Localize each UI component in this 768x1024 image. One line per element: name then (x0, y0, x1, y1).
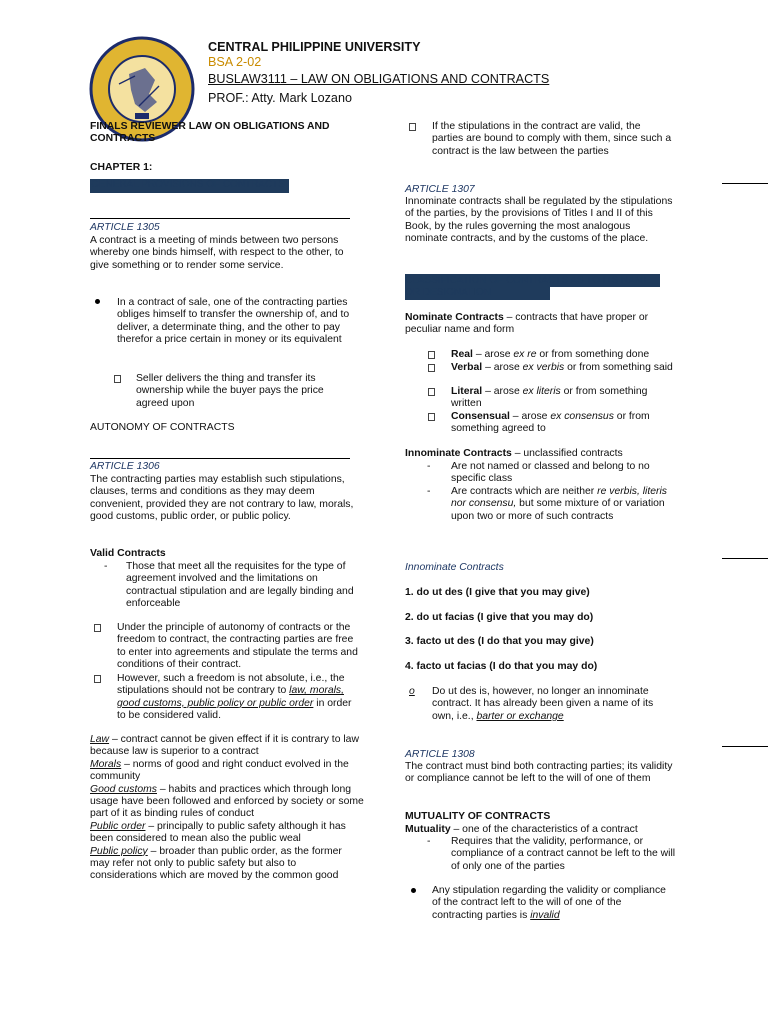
checkbox-bullet-icon (114, 375, 121, 383)
section-code: BSA 2-02 (208, 55, 262, 69)
innominate-contracts-definition: Innominate Contracts – unclassified contracts (405, 448, 623, 459)
definitions-block (90, 734, 364, 883)
definition-morals: Morals – norms of good and right conduct evolved in the community (90, 758, 349, 783)
chapter-heading-highlight (90, 179, 289, 193)
section-rule (90, 218, 350, 219)
stipulations-valid-bullet: If the stipulations in the contract are valid, the parties are bound to comply with them, since such a contract is the law between the parties (432, 121, 672, 157)
article-1308-heading: ARTICLE 1308 (405, 749, 475, 760)
autonomy-heading: AUTONOMY OF CONTRACTS (90, 422, 235, 433)
course-title: BUSLAW3111 – LAW ON OBLIGATIONS AND CONTRACTS (208, 72, 550, 86)
professor-name: PROF.: Atty. Mark Lozano (208, 91, 352, 105)
contract-of-sale-bullet: In a contract of sale, one of the contracting parties obliges himself to transfer the ownership of, and to deliver, a determinate thing, and the other to pay therefor a price certain in money or its equivalent (117, 297, 350, 346)
margin-line (722, 558, 768, 559)
definition-good-customs: Good customs – habits and practices which through long usage have been followed and enforced by society or some part of it as binding rules of conduct (90, 783, 364, 820)
mutuality-definition: Mutuality – one of the characteristics of a contract (405, 824, 638, 835)
verbal-contract-item: Verbal – arose ex verbis or from something said (451, 362, 673, 373)
article-1308-text: The contract must bind both contracting parties; its validity or compliance cannot be left to the will of one of them (405, 761, 673, 785)
bullet-icon (95, 299, 100, 304)
checkbox-bullet-icon (428, 388, 435, 396)
limitations-link-text: law, morals, good customs, public policy or public order (117, 685, 344, 709)
freedom-limit-bullet: However, such a freedom is not absolute, i.e., the stipulations should not be contrary to law, morals, good customs, public policy or public order in order to be considered valid. (117, 673, 352, 722)
valid-contracts-label: Valid Contracts (90, 548, 166, 559)
literal-contract-item: Literal – arose ex literis or from something written (451, 386, 648, 410)
article-1307-heading: ARTICLE 1307 (405, 184, 475, 195)
checkbox-bullet-icon (428, 413, 435, 421)
seller-sub-bullet: Seller delivers the thing and transfer its ownership while the buyer pays the price agreed upon (136, 373, 324, 409)
valid-contracts-definition: Those that meet all the requisites for the type of agreement involved and the limitations on contractual stipulation and are legally binding and enforceable (126, 561, 354, 610)
real-contract-item: Real – arose ex re or from something done (451, 349, 650, 360)
checkbox-bullet-icon (409, 123, 416, 131)
dash-marker: - (427, 461, 431, 472)
chapter-label: CHAPTER 1: (90, 162, 153, 173)
innominate-dash-2: Are contracts which are neither re verbis, literis nor consensu, but some mixture of or variation upon two or more of such contracts (451, 486, 667, 522)
innominate-item-2: 2. do ut facias (I give that you may do) (405, 612, 594, 623)
dash-marker: - (427, 486, 431, 497)
do-ut-des-note: Do ut des is, however, no longer an innominate contract. It has already been given a name of its own, i.e., barter or exchange (432, 686, 654, 722)
consensual-contract-item: Consensual – arose ex consensus or from something agreed to (451, 411, 650, 435)
autonomy-principle-bullet: Under the principle of autonomy of contracts or the freedom to contract, the contracting parties are free to enter into agreements and stipulate the terms and conditions of their contract. (117, 622, 358, 671)
classification-heading: CLASSIFICATION OF CONTRACTS AS TO ITS NAME OR DESIGNATION (405, 275, 651, 299)
article-1306-text: The contracting parties may establish such stipulations, clauses, terms and conditions as they may deem convenient, provided they are not contrary to law, morals, good customs, public order, or public policy. (90, 474, 354, 523)
article-1307-text: Innominate contracts shall be regulated by the stipulations of the parties, by the provisions of Titles I and II of this Book, by the rules governing the most analogous nominate contracts, and by the customs of the place. (405, 196, 673, 245)
section-rule (90, 458, 350, 459)
dash-marker: - (104, 561, 108, 572)
invalid-stipulation-bullet: Any stipulation regarding the validity or compliance of the contract left to the will of one of the contracting parties is invalid (432, 885, 666, 921)
university-name: CENTRAL PHILIPPINE UNIVERSITY (208, 40, 421, 54)
definition-law: Law – contract cannot be given effect if it is contrary to law because law is superior to a contract (90, 734, 359, 758)
dash-marker: - (427, 836, 431, 847)
definition-public-policy: Public policy – broader than public order, as the former may refer not only to public safety but also to considerations which are moved by the common good (90, 845, 342, 882)
innominate-contracts-heading: Innominate Contracts (405, 562, 504, 573)
chapter-heading: GENERAL PROVISIONS OF CONTRACTS (91, 179, 286, 190)
definition-public-order: Public order – principally to public safety although it has been considered to mean also the public weal (90, 820, 346, 845)
nominate-contracts-definition: Nominate Contracts – contracts that have proper or peculiar name and form (405, 312, 649, 336)
checkbox-bullet-icon (428, 351, 435, 359)
bullet-icon (411, 888, 416, 893)
mutuality-heading: MUTUALITY OF CONTRACTS (405, 811, 551, 822)
article-1306-heading: ARTICLE 1306 (90, 461, 160, 472)
article-1305-heading: ARTICLE 1305 (90, 222, 160, 233)
margin-line (722, 183, 768, 184)
checkbox-bullet-icon (94, 624, 101, 632)
margin-line (722, 746, 768, 747)
checkbox-bullet-icon (94, 675, 101, 683)
innominate-item-3: 3. facto ut des (I do that you may give) (405, 636, 594, 647)
innominate-item-1: 1. do ut des (I give that you may give) (405, 587, 590, 598)
o-bullet-marker: o (409, 686, 415, 697)
checkbox-bullet-icon (428, 364, 435, 372)
innominate-item-4: 4. facto ut facias (I do that you may do) (405, 661, 598, 672)
reviewer-title: FINALS REVIEWER LAW ON OBLIGATIONS AND CONTRACTS (90, 121, 330, 145)
article-1305-text: A contract is a meeting of minds between two persons whereby one binds himself, with respect to the other, to give something or to render some service. (90, 235, 344, 271)
innominate-dash-1: Are not named or classed and belong to no specific class (451, 461, 650, 485)
mutuality-requirement: Requires that the validity, performance, or compliance of a contract cannot be left to the will of only one of the parties (451, 836, 676, 872)
